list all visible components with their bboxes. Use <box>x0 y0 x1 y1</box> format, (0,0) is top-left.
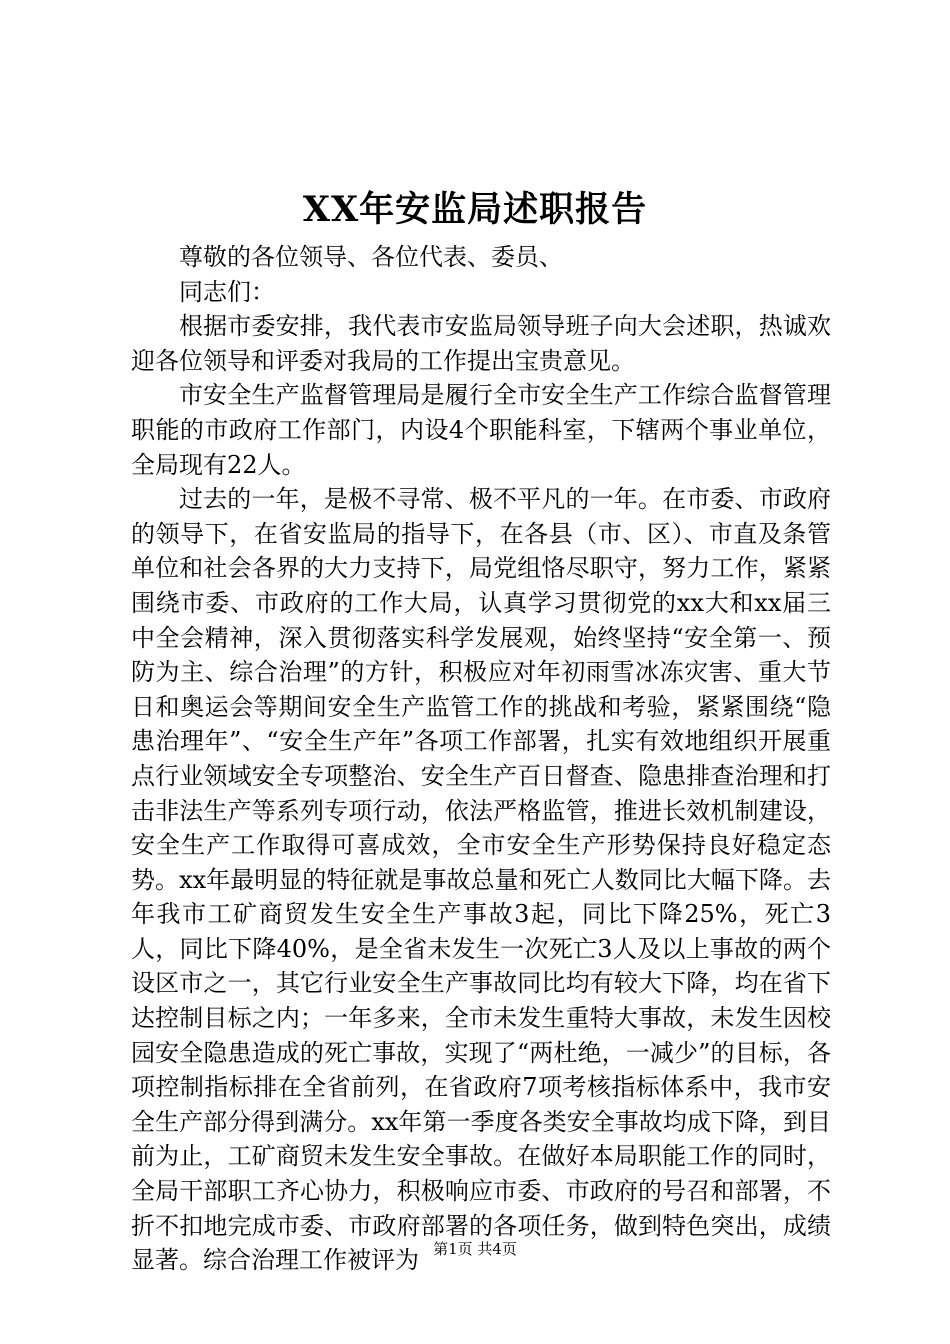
page-number-footer: 第1页 共4页 <box>433 1240 517 1258</box>
salutation-line: 同志们： <box>179 277 275 306</box>
document-title: XX年安监局述职报告 <box>302 189 648 230</box>
salutation-line: 尊敬的各位领导、各位代表、委员、 <box>179 243 563 271</box>
body-paragraph: 市安全生产监督管理局是履行全市安全生产工作综合监督管理职能的市政府工作部门，内设4个职能科室，下辖两个事业单位，全局现有22人。 <box>131 381 831 479</box>
body-paragraph: 过去的一年，是极不寻常、极不平凡的一年。在市委、市政府的领导下，在省安监局的指导下，在各县（市、区）、市直及条管单位和社会各界的大力支持下，局党组恪尽职守，努力工作，紧紧围绕市委、市政府的工作大局，认真学习贯彻党的xx大和xx届三中全会精神，深入贯彻落实科学发展观，始终坚持“安全第一、预防为主、综合治理”的方针，积极应对年初雨雪冰冻灾害、重大节日和奥运会等期间安全生产监管工作的挑战和考验，紧紧围绕“隐患治理年”、“安全生产年”各项工作部署，扎实有效地组织开展重点行业领域安全专项整治、安全生产百日督查、隐患排查治理和打击非法生产等系列专项行动，依法严格监管，推进长效机制建设，安全生产工作取得可喜成效，全市安全生产形势保持良好稳定态势。xx年最明显的特征就是事故总量和死亡人数同比大幅下降。去年我市工矿商贸发生安全生产事故3起，同比下降25%，死亡3人，同比下降40%，是全省未发生一次死亡3人及以上事故的两个设区市之一，其它行业安全生产事故同比均有较大下降，均在省下达控制目标之内；一年多来，全市未发生重特大事故，未发生因校园安全隐患造成的死亡事故，实现了“两杜绝，一减少”的目标，各项控制指标排在全省前列，在省政府7项考核指标体系中，我市安全生产部分得到满分。xx年第一季度各类安全事故均成下降，到目前为止，工矿商贸未发生安全事故。在做好本局职能工作的同时，全局干部职工齐心协力，积极响应市委、市政府的号召和部署，不折不扣地完成市委、市政府部署的各项任务，做到特色突出，成绩显著。综合治理工作被评为 <box>131 485 831 1275</box>
document-body <box>131 240 831 1278</box>
body-paragraph: 根据市委安排，我代表市安监局领导班子向大会述职，热诚欢迎各位领导和评委对我局的工作提出宝贵意见。 <box>131 312 831 375</box>
